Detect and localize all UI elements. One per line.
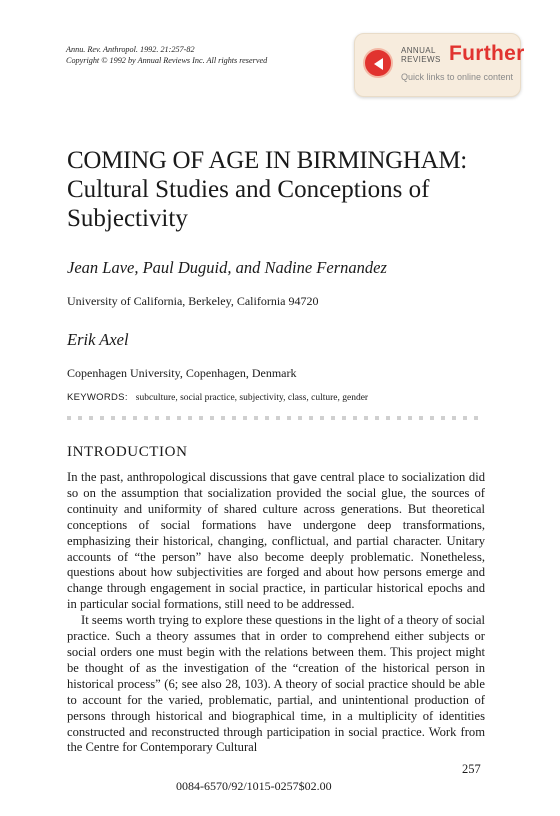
body-text: [67, 470, 485, 756]
keywords-label: KEYWORDS:: [67, 392, 128, 403]
doi-code: 0084-6570/92/1015-0257$02.00: [176, 779, 332, 793]
journal-citation: [66, 44, 267, 66]
journal-line-1: Annu. Rev. Anthropol. 1992. 21:257-82: [66, 45, 195, 54]
annual-reviews-logo-text: ANNUAL REVIEWS: [401, 46, 441, 64]
section-heading: INTRODUCTION: [67, 444, 188, 460]
paragraph-1: In the past, anthropological discussions that gave central place to socialization did so on the assumption that socialization provided the social glue, the sources of continuity and uniformity of shared culture across generations. But theoretical conceptions of social formations have undergone deep transformations, emphasizing their historical, changing, conflictual, and partial character. Unitary accounts of “the person” have also become deeply problematic. Nonetheless, questions about how subjectivities are forged and about how persons emerge and change through engagement in social practice, in particular historical epochs and in particular social formations, still need to be addressed.: [67, 470, 485, 612]
keywords: [67, 392, 368, 403]
authors-group-2: Erik Axel: [67, 330, 129, 349]
authors-group-1: Jean Lave, Paul Duguid, and Nadine Fernandez: [67, 258, 387, 277]
further-logo-text: Further: [449, 42, 525, 65]
affiliation-2: Copenhagen University, Copenhagen, Denmark: [67, 366, 297, 380]
further-arrow-icon: [363, 48, 393, 78]
article-title: COMING OF AGE IN BIRMINGHAM: Cultural Studies and Conceptions of Subjectivity: [67, 147, 467, 232]
keywords-list: subculture, social practice, subjectivity, class, culture, gender: [135, 393, 369, 403]
cropped-text-line: [67, 416, 483, 420]
paragraph-2: It seems worth trying to explore these questions in the light of a theory of social practice. Such a theory assumes that in order to comprehend either subjects or social orders one must begin with the relations between them. This project might be thought of as the investigation of the “creation of the historical person in historical process” (6; see also 28, 103). A theory of social practice should be able to account for the varied, problematic, partial, and unintentional production of persons through historical and biographical time, in a multiplicity of identities constructed and reconstructed through participation in social practice. Work from the Centre for Contemporary Cultural: [67, 613, 485, 755]
journal-line-2: Copyright © 1992 by Annual Reviews Inc. All rights reserved: [66, 56, 268, 65]
page-number: 257: [462, 762, 481, 776]
annual-reviews-further-badge[interactable]: [354, 33, 525, 97]
quick-links-tagline: Quick links to online content: [401, 72, 514, 82]
affiliation-1: University of California, Berkeley, California 94720: [67, 294, 319, 308]
